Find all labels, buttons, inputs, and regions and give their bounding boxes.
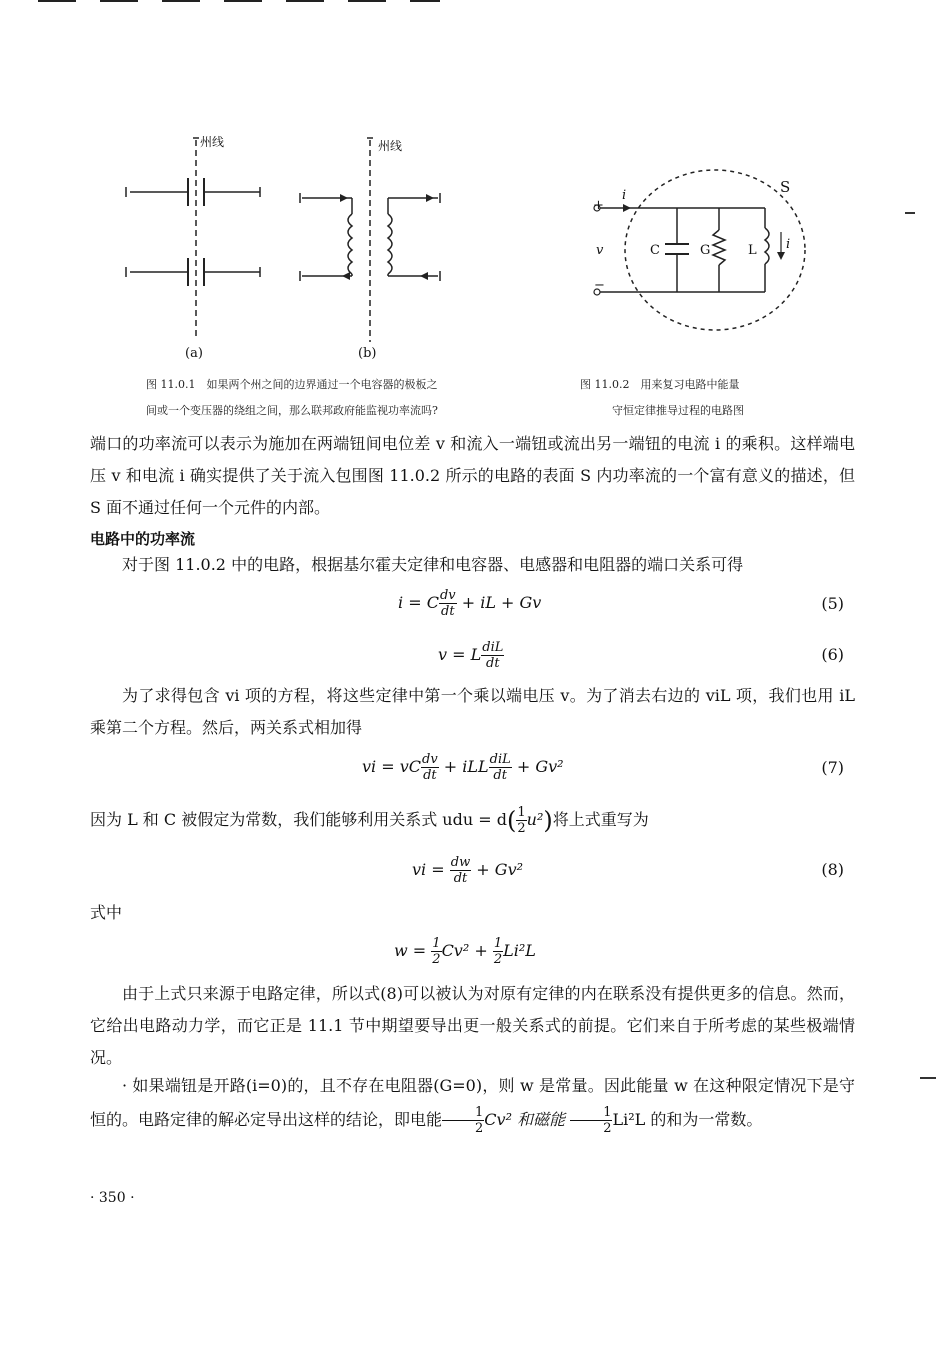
paragraph-5: 式中 bbox=[90, 903, 123, 922]
eq5-frac-num: dv bbox=[439, 588, 456, 603]
top-dash bbox=[162, 0, 200, 2]
half1-den: 2 bbox=[475, 1121, 484, 1136]
inline-half bbox=[516, 805, 526, 836]
half-fraction-2 bbox=[570, 1105, 612, 1136]
eq8-frac-den: dt bbox=[453, 871, 468, 886]
half2-num: 1 bbox=[570, 1105, 612, 1121]
equation-7-number: (7) bbox=[821, 758, 844, 777]
equation-8-number: (8) bbox=[821, 860, 844, 879]
circuit-label-G: G bbox=[700, 243, 711, 258]
paragraph-2: 对于图 11.0.2 中的电路，根据基尔霍夫定律和电容器、电感器和电阻器的端口关系可得 bbox=[122, 555, 744, 574]
top-dash bbox=[348, 0, 386, 2]
w-half2-den: 2 bbox=[493, 952, 503, 967]
eq7-fraction-1 bbox=[421, 752, 439, 783]
paragraph-6: 由于上式只来源于电路定律，所以式(8)可以被认为对原有定律的内在联系没有提供更多的信息。然而，它给出电路动力学，而它正是 11.1 节中期望要导出更一般关系式的前提。它们来自于所考虑的某些极端情况。 bbox=[90, 984, 855, 1067]
figure-11-0-1b bbox=[290, 130, 450, 360]
paragraph-1: 端口的功率流可以表示为施加在两端钮间电位差 v 和流入一端钮或流出另一端钮的电流 i 的乘积。这样端电压 v 和电流 i 确实提供了关于流入包围图 11.0.2 所示的电路的表面 S 内功率流的一个富有意义的描述，但 S 面不通过任何一个元件的内部。 bbox=[90, 434, 855, 517]
circuit-label-S: S bbox=[780, 178, 791, 196]
margin-mark bbox=[905, 212, 915, 214]
w-mid: Cv² + bbox=[441, 941, 488, 960]
top-dash bbox=[286, 0, 324, 2]
eq8-fraction bbox=[450, 855, 471, 886]
figure-11-0-1-caption bbox=[146, 372, 526, 424]
eq8-frac-num: dw bbox=[450, 855, 471, 870]
half2-den: 2 bbox=[603, 1121, 612, 1136]
eq7-rhs: + Gv² bbox=[516, 757, 564, 776]
caption-line: 间或一个变压器的绕组之间，那么联邦政府能监视功率流吗? bbox=[146, 404, 438, 417]
paragraph-3: 为了求得包含 vi 项的方程，将这些定律中第一个乘以端电压 v。为了消去右边的 viL 项，我们也用 iL 乘第二个方程。然后，两关系式相加得 bbox=[90, 686, 855, 737]
circuit-label-minus: − bbox=[594, 278, 605, 293]
margin-mark bbox=[920, 1077, 936, 1079]
circuit-label-plus: + bbox=[593, 198, 604, 213]
half1-num: 1 bbox=[442, 1105, 484, 1121]
eq5-lhs: i = C bbox=[398, 593, 439, 612]
equation-8 bbox=[412, 855, 523, 886]
w-rhs: Li²L bbox=[503, 941, 536, 960]
paren-close: ) bbox=[543, 806, 553, 835]
inline-half-den: 2 bbox=[517, 821, 526, 836]
equation-6-number: (6) bbox=[821, 645, 844, 664]
transformer-diagram bbox=[290, 130, 450, 360]
eq7-frac2-num: diL bbox=[489, 752, 511, 767]
eq8-lhs: vi = bbox=[412, 860, 445, 879]
capacitor-diagram bbox=[120, 130, 280, 360]
eq8-rhs: + Gv² bbox=[476, 860, 524, 879]
eq5-fraction bbox=[439, 588, 457, 619]
bullet: · bbox=[122, 1076, 128, 1095]
w-half-2 bbox=[493, 936, 503, 967]
stateline-label-b: 州线 bbox=[378, 139, 403, 153]
eq5-frac-den: dt bbox=[441, 604, 455, 619]
top-dash bbox=[410, 0, 440, 2]
inline-half-num: 1 bbox=[517, 805, 526, 820]
circuit-label-i: i bbox=[622, 188, 627, 203]
circuit-label-L: L bbox=[748, 243, 757, 258]
w-half1-den: 2 bbox=[432, 952, 441, 967]
caption-line: 图 11.0.2 用来复习电路中能量 bbox=[580, 378, 740, 391]
para7-text-a: 如果端钮是开路(i=0)的，且不存在电阻器(G=0)，则 w 是常量。因此能量 w 在这种限定情况下是守恒的。电路定律的解必定导出这样的结论，即电能 bbox=[90, 1076, 855, 1129]
equation-7 bbox=[362, 752, 564, 783]
figure-11-0-1a bbox=[120, 130, 280, 360]
eq7-frac1-num: dv bbox=[422, 752, 438, 767]
equation-6 bbox=[438, 640, 504, 671]
eq5-rhs: + iL + Gv bbox=[461, 593, 542, 612]
caption-line: 守恒定律推导过程的电路图 bbox=[612, 404, 744, 417]
eq7-mid: + iLL bbox=[443, 757, 489, 776]
top-dash bbox=[224, 0, 262, 2]
figure-label-b: (b) bbox=[358, 346, 377, 361]
equation-w bbox=[394, 936, 536, 967]
equation-5 bbox=[398, 588, 541, 619]
paragraph-7 bbox=[90, 1069, 855, 1137]
para7-text-b: Cv² 和磁能 bbox=[484, 1110, 566, 1129]
equation-5-number: (5) bbox=[821, 594, 844, 613]
circuit-label-iL: i bbox=[786, 237, 791, 252]
paren-open: ( bbox=[506, 806, 517, 835]
top-dash bbox=[100, 0, 138, 2]
eq6-frac-num: diL bbox=[482, 640, 504, 655]
eq7-lhs: vi = vC bbox=[362, 757, 422, 776]
w-lhs: w = bbox=[394, 941, 427, 960]
figure-label-a: (a) bbox=[185, 346, 203, 361]
para4-prefix: 因为 L 和 C 被假定为常数，我们能够利用关系式 udu = d bbox=[90, 810, 507, 829]
eq6-frac-den: dt bbox=[486, 656, 500, 671]
half-fraction-1 bbox=[442, 1105, 484, 1136]
inline-u2: u² bbox=[526, 810, 544, 829]
w-half-1 bbox=[431, 936, 441, 967]
w-half2-num: 1 bbox=[493, 936, 503, 951]
para4-suffix: 将上式重写为 bbox=[552, 810, 649, 829]
eq7-fraction-2 bbox=[489, 752, 512, 783]
eq7-frac1-den: dt bbox=[423, 768, 437, 783]
top-dash bbox=[38, 0, 76, 2]
paragraph-4 bbox=[90, 804, 855, 837]
section-heading: 电路中的功率流 bbox=[90, 530, 196, 548]
stateline-label-a: 州线 bbox=[200, 135, 225, 149]
circuit-label-C: C bbox=[650, 243, 660, 258]
page-number: · 350 · bbox=[90, 1190, 135, 1206]
eq6-lhs: v = L bbox=[438, 645, 482, 664]
eq7-frac2-den: dt bbox=[493, 768, 507, 783]
figure-11-0-2-caption bbox=[580, 372, 810, 424]
circuit-label-v: v bbox=[596, 243, 604, 258]
para7-text-c: Li²L 的和为一常数。 bbox=[612, 1110, 763, 1129]
eq6-fraction bbox=[481, 640, 504, 671]
caption-line: 图 11.0.1 如果两个州之间的边界通过一个电容器的极板之 bbox=[146, 378, 438, 391]
w-half1-num: 1 bbox=[432, 936, 441, 951]
